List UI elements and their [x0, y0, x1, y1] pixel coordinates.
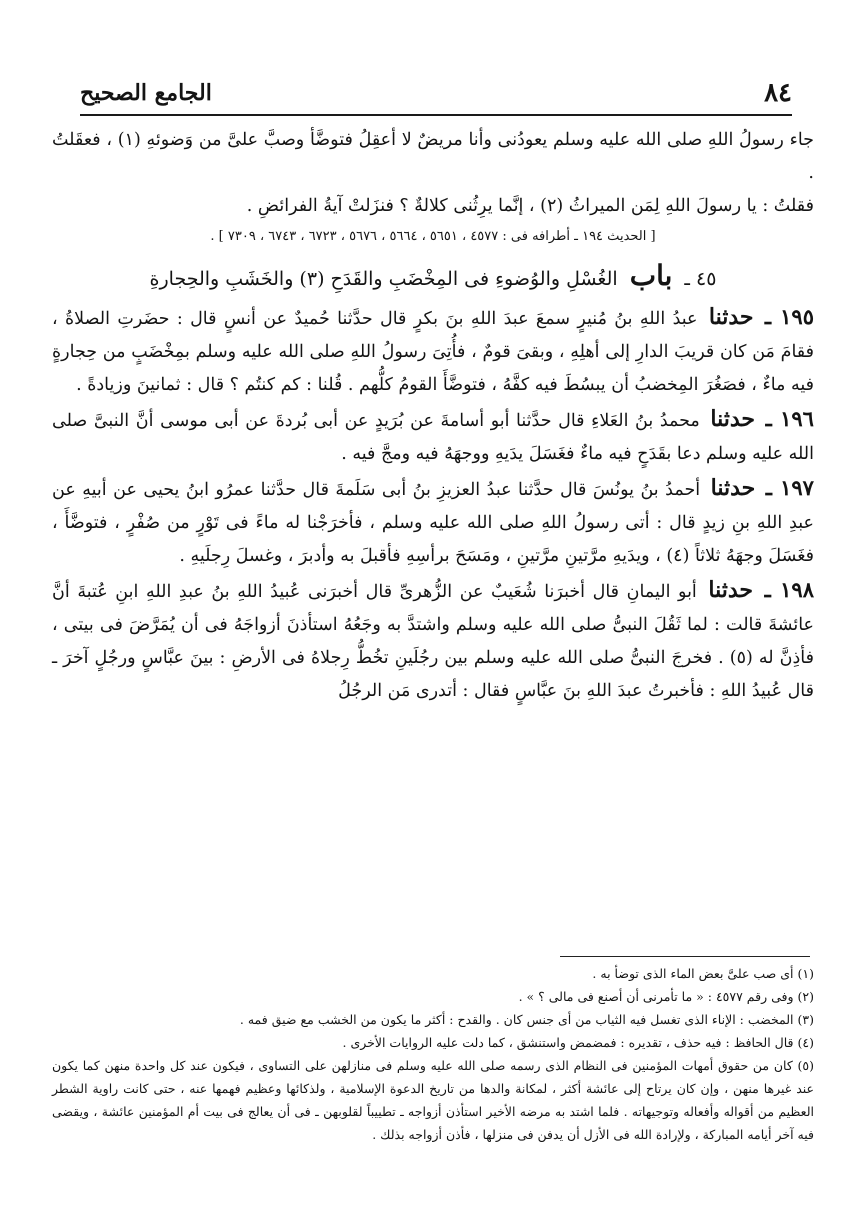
chapter-heading: ٤٥ ـ باب الغُسْلِ والوُضوءِ فى المِخْضَبِ والقَدَحِ (٣) والخَشَبِ والحِجارةِ [149, 259, 717, 292]
book-title: الجامع الصحيح [80, 80, 212, 106]
chapter-number: ٤٥ [696, 268, 717, 290]
chapter-bab-word: باب [629, 259, 673, 292]
intro-line-2: فقلتُ : يا رسولَ اللهِ لِمَن الميراثُ (٢) ، إنَّما يرِثُنى كلالةٌ ؟ فنزَلتْ آيةُ الفرائضِ . [246, 196, 814, 216]
hadith-number: ١٩٨ ـ [764, 577, 814, 602]
chapter-title: الغُسْلِ والوُضوءِ فى المِخْضَبِ والقَدَحِ (٣) والخَشَبِ والحِجارةِ [149, 268, 618, 290]
cross-reference: [ الحديث ١٩٤ ـ أطرافه فى : ٤٥٧٧ ، ٥٦٥١ ، ٥٦٦٤ ، ٥٦٧٦ ، ٦٧٢٣ ، ٦٧٤٣ ، ٧٣٠٩ ] . [210, 229, 656, 244]
haddathana-word: حدثنا [708, 577, 754, 603]
haddathana-word: حدثنا [708, 304, 754, 330]
hadith-number: ١٩٥ ـ [764, 304, 814, 329]
hadith-195 [52, 300, 814, 402]
hadith-text: أحمدُ بنُ يونُسَ قال حدَّثنا عبدُ العزيزِ بنُ أبى سَلَمةَ قال حدَّثنا عمرُو ابنُ يحيى عن أبيهِ عن عبدِ اللهِ بنِ زيدٍ قال : أتى رسولُ اللهِ صلى الله عليه وسلم ، فأخرَجْنا له ماءً فى تَوْرٍ من صُفْرٍ ، فتوضَّأَ ، فغَسَلَ وجهَهُ ثلاثاً (٤) ، ويدَيهِ مرَّتينِ مرَّتينِ ، ومَسَحَ برأسِهِ فأقبلَ به وأدبرَ ، وغسلَ رِجلَيهِ . [52, 480, 814, 566]
footnote-4: (٤) قال الحافظ : فيه حذف ، تقديره : فمضمض واستنشق ، كما دلت عليه الروايات الأخرى . [342, 1035, 814, 1050]
main-text [52, 124, 814, 708]
footnotes [52, 962, 814, 1146]
hadith-text: عبدُ اللهِ بنُ مُنيرٍ سمعَ عبدَ اللهِ بنَ بكرٍ قال حدَّثنا حُميدٌ عن أنسٍ قال : حضَرتِ الصلاةُ ، فقامَ مَن كان قريبَ الدارِ إلى أهلِهِ ، وبقىَ قومٌ ، فأُتِىَ رسولُ اللهِ صلى الله عليه وسلم بمِخْضَبٍ من حِجارةٍ فيه ماءٌ ، فصَغُرَ المِخضبُ أن يبسُطَ فيه كفَّهُ ، فتوضَّأَ القومُ كلُّهم . قُلنا : كم كنتُم ؟ قال : ثمانينَ وزيادةً . [52, 309, 814, 395]
hadith-text: أبو اليمانِ قال أخبرَنا شُعَيبٌ عن الزُّهرىِّ قال أخبرَنى عُبيدُ اللهِ بنُ عبدِ اللهِ ابنِ عُتبةَ أنَّ عائشةَ قالت : لما ثَقُلَ النبىُّ صلى الله عليه وسلم واشتدَّ به وجَعُهُ استأذنَ أزواجَهُ فى أن يُمَرَّضَ فى بيتى ، فأذِنَّ له (٥) . فخرجَ النبىُّ صلى الله عليه وسلم بين رجُلَينِ تخُطُّ رِجلاهُ فى الأرضِ : بينَ عبَّاسٍ ورجُلٍ آخرَ ـ قال عُبيدُ اللهِ : فأخبرتُ عبدَ اللهِ بنَ عبَّاسٍ فقال : أتدرى مَن الرجُلُ [52, 582, 814, 701]
haddathana-word: حدثنا [710, 406, 756, 432]
page-header [80, 74, 792, 116]
hadith-198 [52, 573, 814, 708]
footnote-divider [560, 956, 810, 957]
hadith-number: ١٩٧ ـ [765, 475, 814, 500]
footnote-5: (٥) كان من حقوق أمهات المؤمنين فى النظام الذى رسمه صلى الله عليه وسلم فى منازلهن على التساوى ، فيكون عند كل واحدة منهن كما يكون عند غيرها منهن ، وإن كان يرتاح إلى عائشة أكثر ، لمكانة والدها من تاريخ الدعوة الإسلامية ، ولذكائها وعظيم فهمها عنه ، حتى كانت راوية الشطر العظيم من أقواله وأفعاله وتوجيهاته . فلما اشتد به مرضه الأخير استأذن أزواجه ـ تطييباً لقلوبهن ـ فى أن يعالج فى بيت أم المؤمنين عائشة ، ويقضى فيه آخر أيامه المباركة ، ولإرادة الله فى الأزل أن يدفن فى منزلها ، فأذن أزواجه بذلك . [52, 1058, 814, 1142]
intro-line-1: جاء رسولُ اللهِ صلى الله عليه وسلم يعودُنى وأنا مريضٌ لا أعقِلُ فتوضَّأ وصبَّ علىَّ من وَضوئهِ (١) ، فعقَلتُ . [52, 130, 814, 183]
footnote-1: (١) أى صب علىَّ بعض الماء الذى توضأ به . [592, 966, 814, 981]
hadith-number: ١٩٦ ـ [765, 406, 814, 431]
hadith-text: محمدُ بنُ العَلاءِ قال حدَّثنا أبو أسامةَ عن بُرَيدٍ عن أبى بُردةَ عن أبى موسى أنَّ النبىَّ صلى الله عليه وسلم دعا بقَدَحٍ فيه ماءٌ فغَسَلَ يدَيهِ ووجهَهُ فيه ومجَّ فيه . [52, 411, 814, 464]
footnote-3: (٣) المخضب : الإناء الذى تغسل فيه الثياب من أى جنس كان . والقدح : أكثر ما يكون من الخشب مع ضيق فمه . [239, 1012, 814, 1027]
hadith-196 [52, 402, 814, 471]
page-number: ٨٤ [764, 78, 792, 108]
haddathana-word: حدثنا [710, 475, 756, 501]
hadith-197 [52, 471, 814, 573]
footnote-2: (٢) وفى رقم ٤٥٧٧ : « ما تأمرنى أن أصنع فى مالى ؟ » . [518, 989, 814, 1004]
